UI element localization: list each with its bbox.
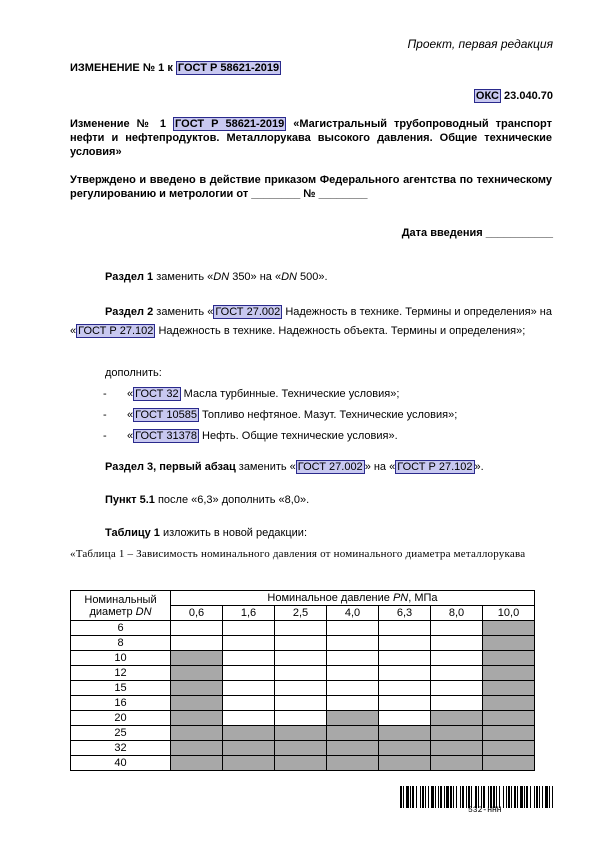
quote-open: « [127,409,134,421]
text-fragment: заменить « [153,271,214,283]
dn-cell: 40 [71,756,171,771]
shaded-cell [171,696,223,711]
barcode-bar [514,786,516,808]
header-pn [171,591,535,606]
dn-cell: 32 [71,741,171,756]
empty-cell [223,636,275,651]
barcode-bar [503,786,504,808]
barcode-bar [536,786,538,808]
shaded-cell [379,726,431,741]
list-item-text: Топливо нефтяное. Мазут. Технические условия»; [198,409,458,421]
gost-link-31378[interactable]: ГОСТ 31378 [135,430,197,442]
list-item [103,430,398,442]
amendment-intro [70,117,552,159]
shaded-cell [483,756,535,771]
barcode-bar [483,786,485,808]
barcode-bar [490,786,492,808]
list-dash: - [103,388,107,400]
empty-cell [431,681,483,696]
gost-link-32[interactable]: ГОСТ 32 [135,388,179,400]
empty-cell [431,696,483,711]
text-fragment: Надежность в технике. Надежность объекта. Термины и определения»; [155,325,526,337]
table-row [71,756,535,771]
shaded-cell [171,666,223,681]
empty-cell [223,621,275,636]
barcode-bar [462,786,464,808]
gost-link-27002-s3[interactable]: ГОСТ 27.002 [297,461,363,473]
barcode-bar [517,786,518,808]
header-pn-symbol: PN [392,592,409,604]
barcode-bar [446,786,449,808]
section-2-label: Раздел 2 [105,306,154,318]
intro-text-a: Изменение № 1 [70,118,174,130]
shaded-cell [171,756,223,771]
table-row [71,696,535,711]
barcode-bar [481,786,482,808]
pressure-header-cell: 0,6 [171,606,223,621]
section-2-change [70,303,552,341]
section-3-label: Раздел 3, первый абзац [105,461,236,473]
barcode-bar [520,786,523,808]
barcode-bar [549,786,550,808]
empty-cell [223,681,275,696]
barcode-bar [539,786,540,808]
table-row [71,651,535,666]
shaded-cell [431,756,483,771]
pressure-diameter-table [70,590,535,771]
text-fragment: изложить в новой редакции: [159,527,307,539]
empty-cell [379,666,431,681]
barcode-bar [460,786,461,808]
barcode-bar [534,786,535,808]
empty-cell [379,636,431,651]
list-item-text: Нефть. Общие технические условия». [198,430,398,442]
gost-link-intro[interactable]: ГОСТ Р 58621-2019 [175,118,285,130]
barcode-bar [440,786,442,808]
barcode-bar [475,786,477,808]
pressure-header-cell: 1,6 [223,606,275,621]
barcode-bar [456,786,457,808]
shaded-cell [275,726,327,741]
gost-link-27102[interactable]: ГОСТ Р 27.102 [78,325,154,337]
dn-cell: 6 [71,621,171,636]
barcode-bar [499,786,500,808]
table-row [71,666,535,681]
text-fragment: 350» на « [229,271,282,283]
barcode-bar [542,786,543,808]
barcode-bar [493,786,495,808]
shaded-cell [327,711,379,726]
table-row [71,681,535,696]
text-fragment: заменить « [235,461,296,473]
table-row [71,726,535,741]
shaded-cell [327,756,379,771]
empty-cell [327,621,379,636]
header-dn [71,591,171,621]
barcode-bar [431,786,434,808]
empty-cell [275,681,327,696]
table-caption: «Таблица 1 – Зависимость номинального давления от номинального диаметра металлорукава [70,548,526,560]
shaded-cell [483,711,535,726]
shaded-cell [379,741,431,756]
empty-cell [327,681,379,696]
table-1-label: Таблицу 1 [105,527,160,539]
list-item [103,409,457,421]
list-dash: - [103,430,107,442]
empty-cell [431,666,483,681]
empty-cell [379,621,431,636]
shaded-cell [483,726,535,741]
shaded-cell [483,741,535,756]
list-item-text: Масла турбинные. Технические условия»; [180,388,400,400]
table-row [71,741,535,756]
draft-note: Проект, первая редакция [407,37,553,51]
oks-code [474,90,553,102]
barcode-bar [526,786,528,808]
empty-cell [327,636,379,651]
shaded-cell [275,756,327,771]
barcode-bar [403,786,404,808]
barcode-graphic [400,786,554,808]
barcode-bar [412,786,414,808]
empty-cell [223,696,275,711]
shaded-cell [171,741,223,756]
barcode-bar [496,786,497,808]
shaded-cell [223,726,275,741]
empty-cell [223,651,275,666]
pressure-header-cell: 10,0 [483,606,535,621]
title-prefix: ИЗМЕНЕНИЕ № 1 к [70,62,176,74]
section-1-change [105,271,328,283]
shaded-cell [431,711,483,726]
barcode-bar [466,786,467,808]
barcode-bar [508,786,510,808]
barcode-bar [552,786,553,808]
dn-cell: 12 [71,666,171,681]
gost-link-10585[interactable]: ГОСТ 10585 [135,409,197,421]
point-5-1-label: Пункт 5.1 [105,494,155,506]
gost-link-27002[interactable]: ГОСТ 27.002 [215,306,281,318]
shaded-cell [483,681,535,696]
barcode-bar [420,786,421,808]
barcode-bar [422,786,424,808]
barcode-bar [425,786,426,808]
dn-cell: 16 [71,696,171,711]
gost-link-27102-s3[interactable]: ГОСТ Р 27.102 [397,461,473,473]
empty-cell [431,651,483,666]
dn-cell: 15 [71,681,171,696]
barcode-bar [506,786,507,808]
shaded-cell [431,726,483,741]
shaded-cell [171,651,223,666]
oks-value: 23.040.70 [501,90,553,102]
table-row [71,636,535,651]
pressure-header-cell: 6,3 [379,606,431,621]
dn-cell: 25 [71,726,171,741]
shaded-cell [223,741,275,756]
shaded-cell [223,756,275,771]
list-dash: - [103,409,107,421]
barcode-bar [428,786,429,808]
text-fragment: Надежность в технике. Термины и определения» на « [70,306,552,337]
header-dn-symbol: DN [135,605,152,618]
pressure-header-cell: 2,5 [275,606,327,621]
shaded-cell [431,741,483,756]
empty-cell [275,651,327,666]
header-dn-label: Номинальный диаметр [84,593,157,618]
barcode-bar [511,786,512,808]
list-item [103,388,399,400]
dn-symbol: DN [213,271,230,283]
shaded-cell [483,666,535,681]
shaded-cell [171,726,223,741]
table-1-instruction [105,527,307,539]
empty-cell [379,681,431,696]
empty-cell [431,636,483,651]
shaded-cell [171,711,223,726]
barcode-bar [530,786,531,808]
barcode-bar [444,786,445,808]
shaded-cell [483,696,535,711]
empty-cell [171,636,223,651]
dn-cell: 20 [71,711,171,726]
barcode-bar [468,786,470,808]
text-fragment: заменить « [153,306,214,318]
gost-link-title[interactable]: ГОСТ Р 58621-2019 [177,62,280,74]
barcode-bar [406,786,409,808]
shaded-cell [171,681,223,696]
barcode-bar [478,786,479,808]
barcode-bar [545,786,548,808]
dn-symbol: DN [281,271,297,283]
empty-cell [327,651,379,666]
text-fragment: после «6,3» дополнить «8,0». [154,494,310,506]
quote-open: « [127,388,134,400]
barcode-bar [400,786,402,808]
intro-text-b: «Магистральный трубопроводный транспорт нефти и нефтепродуктов. Металлорукава высокого давления. Общие технические условия» [70,118,552,158]
barcode-bar [524,786,525,808]
barcode-bar [438,786,439,808]
empty-cell [275,636,327,651]
shaded-cell [483,636,535,651]
empty-cell [171,621,223,636]
barcode-bar [488,786,489,808]
header-pn-label: Номинальное давление [267,592,390,604]
barcode-bar [416,786,417,808]
empty-cell [275,621,327,636]
empty-cell [223,666,275,681]
barcode-bar [471,786,472,808]
text-fragment: ». [474,461,484,473]
table-row [71,711,535,726]
approval-statement: Утверждено и введено в действие приказом Федерального агентства по техническому регулированию и метрологии от ________ № ________ [70,174,552,200]
shaded-cell [327,726,379,741]
text-fragment: » на « [364,461,396,473]
empty-cell [431,621,483,636]
table-row [71,621,535,636]
barcode-bar [450,786,452,808]
pressure-header-cell: 4,0 [327,606,379,621]
empty-cell [379,696,431,711]
empty-cell [327,696,379,711]
empty-cell [379,711,431,726]
quote-open: « [127,430,134,442]
empty-cell [327,666,379,681]
dn-cell: 8 [71,636,171,651]
barcode [400,786,554,808]
empty-cell [275,666,327,681]
empty-cell [223,711,275,726]
shaded-cell [327,741,379,756]
shaded-cell [483,621,535,636]
header-pn-unit: , МПа [408,592,438,604]
oks-link[interactable]: ОКС [475,90,499,102]
point-5-1-change [105,494,309,506]
introduction-date: Дата введения ___________ [401,227,553,239]
dn-cell: 10 [71,651,171,666]
barcode-bar [435,786,436,808]
section-3-change [105,461,484,473]
barcode-bar [410,786,411,808]
text-fragment: 500». [296,271,328,283]
empty-cell [275,696,327,711]
shaded-cell [483,651,535,666]
section-1-label: Раздел 1 [105,271,154,283]
empty-cell [275,711,327,726]
add-label: дополнить: [105,367,162,379]
pressure-header-cell: 8,0 [431,606,483,621]
shaded-cell [379,756,431,771]
shaded-cell [275,741,327,756]
document-title [70,62,281,74]
empty-cell [379,651,431,666]
barcode-caption: 532-HHH [468,806,502,815]
barcode-bar [453,786,454,808]
